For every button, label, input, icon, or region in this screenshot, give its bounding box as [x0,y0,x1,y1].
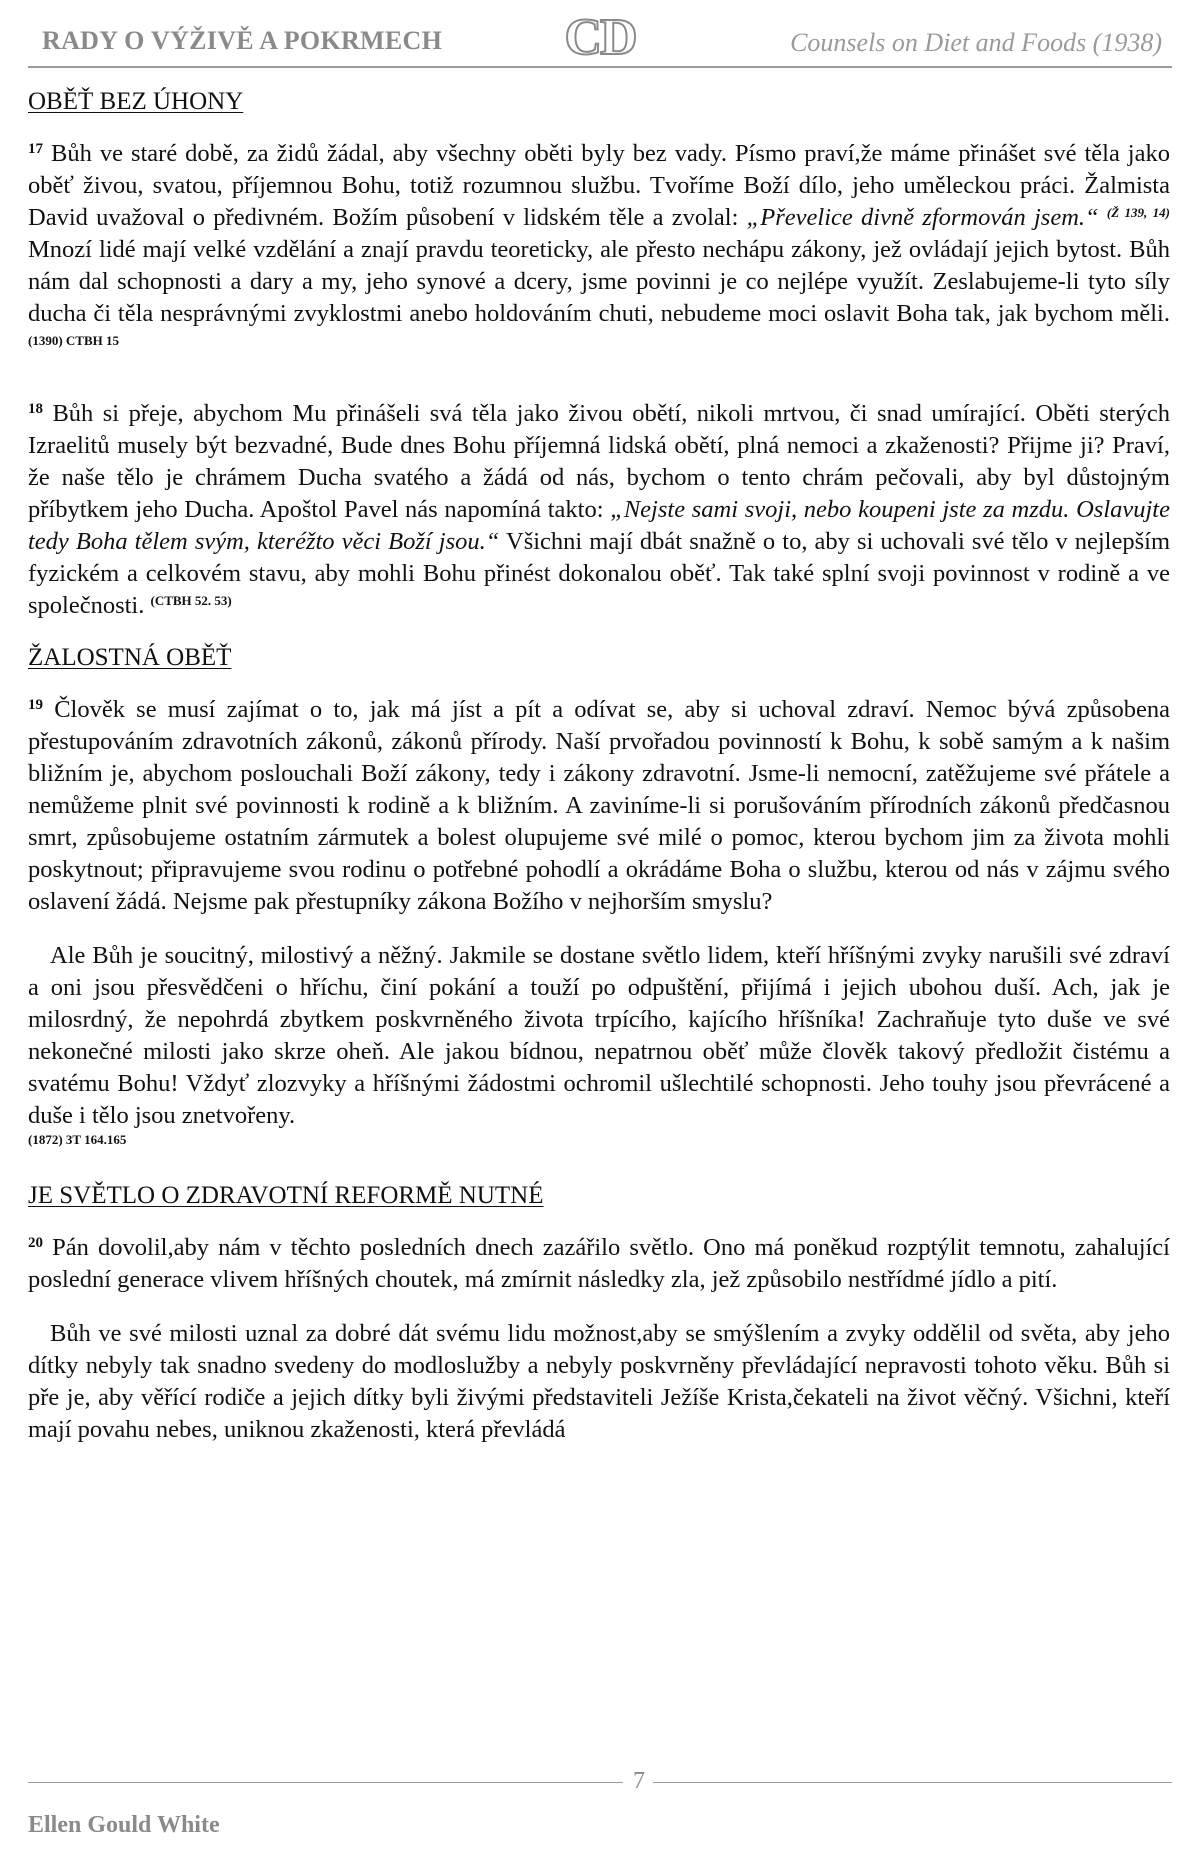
footer-author: Ellen Gould White [28,1812,220,1838]
page-footer [28,1760,1172,1845]
paragraph-text: Bůh si přeje, abychom Mu přinášeli svá těla jako živou obětí, nikoli mrtvou, či snad umírající. Oběti sterých Izraelitů musely být bezvadné, Bude dnes Bohu příjemná lidská obětí, plná nemoci a zkaženosti? Přijme ji? Praví, že naše tělo je chrámem Ducha svatého a žádá od nás, bychom o tento chrám pečovali, aby byl důstojným příbytkem jeho Ducha. Apoštol Pavel nás napomíná takto: [28,400,1170,523]
quote: „Nejste sami svoji, nebo koupeni jste za mzdu. Oslavujte tedy Boha tělem svým, kteréžto věci Boží jsou.“ [28,496,1170,555]
header-logo: CD [564,9,636,66]
footer-divider [653,1782,1172,1783]
section-title-2: ŽALOSTNÁ OBĚŤ [28,644,232,671]
footer-divider [28,1782,623,1783]
paragraph-text: Všichni mají dbát snažně o to, aby si uchovali své tělo v nejlepším fyzickém a celkovém stavu, aby mohli Bohu přinést dokonalou oběť. Tak také splní svoji povinnost v rodině a ve společnosti. [28,528,1170,619]
section-title-3: JE SVĚTLO O ZDRAVOTNÍ REFORMĚ NUTNÉ [28,1182,544,1209]
paragraph-text: Pán dovolil,aby nám v těchto posledních dnech zazářilo světlo. Ono má poněkud rozptýlit temnotu, zahalující poslední generace vlivem hříšných choutek, má zmírnit následky zla, jež způsobilo nestřídmé jídlo a pití. [28,1234,1170,1293]
paragraph-20-continued [28,1318,1170,1446]
header-title-cz: RADY O VÝŽIVĚ A POKRMECH [42,26,443,55]
quote: „Převelice divně zformován jsem.“ [746,204,1099,231]
section-title-1: OBĚŤ BEZ ÚHONY [28,88,244,115]
page-header [28,10,1172,68]
reference: (CTBH 52. 53) [150,593,232,608]
reference: (1390) CTBH 15 [28,333,119,348]
paragraph-number: 20 [28,1235,43,1251]
paragraph-19-continued [28,940,1170,1132]
paragraph-17 [28,138,1170,362]
paragraph-text: Člověk se musí zajímat o to, jak má jíst a pít a odívat se, aby si uchoval zdraví. Nemoc bývá způsobena přestupováním zdravotních zákonů, zákonů přírody. Naší prvořadou povinností k Bohu, k sobě samým a k našim bližním je, abychom poslouchali Boží zákony, tedy i zákony zdravotní. Jsme-li nemocní, zatěžujeme své přátele a nemůžeme plnit své povinnosti k rodině a k bližním. A zaviníme-li si porušováním přírodních zákonů předčasnou smrt, způsobujeme ostatním zármutek a bolest olupujeme své milé o pomoc, kterou bychom jim za života mohli poskytnout; připravujeme svou rodinu o potřebné pohodlí a okrádáme Boha o službu, kterou od nás v zájmu svého oslavení žádá. Nejsme pak přestupníky zákona Božího v nejhorším smyslu? [28,696,1170,915]
paragraph-19 [28,694,1170,918]
header-title-en: Counsels on Diet and Foods (1938) [790,28,1162,57]
paragraph-20 [28,1232,1170,1296]
paragraph-text: Bůh ve staré době, za židů žádal, aby všechny oběti byly bez vady. Písmo praví,že máme přinášet své těla jako oběť živou, svatou, příjemnou Bohu, totiž rozumnou službu. Tvoříme Boží dílo, jeho uměleckou práci. Žalmista David uvažoval o předivném. Božím působení v lidském těle a zvolal: [28,140,1170,231]
paragraph-text: Bůh ve své milosti uznal za dobré dát svému lidu možnost,aby se smýšlením a zvyky oddělil od světa, aby jeho dítky nebyly tak snadno svedeny do modloslužby a nebyly poskvrněny převládající nepravosti tohoto věku. Bůh si pře je, aby věřící rodiče a jejich dítky byli živými představiteli Ježíše Krista,čekateli na život věčný. Všichni, kteří mají povahu nebes, uniknou zkaženosti, která převládá [28,1320,1170,1443]
paragraph-text: Mnozí lidé mají velké vzdělání a znají pravdu teoreticky, ale přesto nechápu zákony, jež ovládají jejich bytost. Bůh nám dal schopnosti a dary a my, jeho synové a dcery, jsme povinni je co nejlépe využít. Zeslabujeme-li tyto síly ducha či těla nesprávnými zvyklostmi anebo holdováním chuti, nebudeme moci oslavit Boha tak, jak bychom měli. [28,236,1170,327]
page-content [28,88,1170,1468]
page-number: 7 [633,1768,645,1794]
paragraph-number: 18 [28,401,43,417]
paragraph-18 [28,398,1170,622]
paragraph-text: Ale Bůh je soucitný, milostivý a něžný. Jakmile se dostane světlo lidem, kteří hříšnými zvyky narušili své zdraví a oni jsou přesvědčeni o hříchu, činí pokání a touží po odpuštění, přijímá i jejich ubohou duší. Ach, jak je milosrdný, že nepohrdá zbytkem poskvrněného života trpícího, kajícího hříšníka! Zachraňuje tyto duše ve své nekonečné milosti jako skrze oheň. Ale jakou bídnou, nepatrnou oběť může člověk takový předložit čistému a svatému Bohu! Vždyť zlozvyky a hříšnými žádostmi ochromil ušlechtilé schopnosti. Jeho touhy jsou převrácené a duše i tělo jsou znetvořeny. [28,942,1170,1129]
paragraph-number: 17 [28,141,43,157]
reference: (Ž 139, 14) [1106,205,1170,220]
reference: (1872) 3T 164.165 [28,1132,127,1147]
paragraph-number: 19 [28,697,43,713]
